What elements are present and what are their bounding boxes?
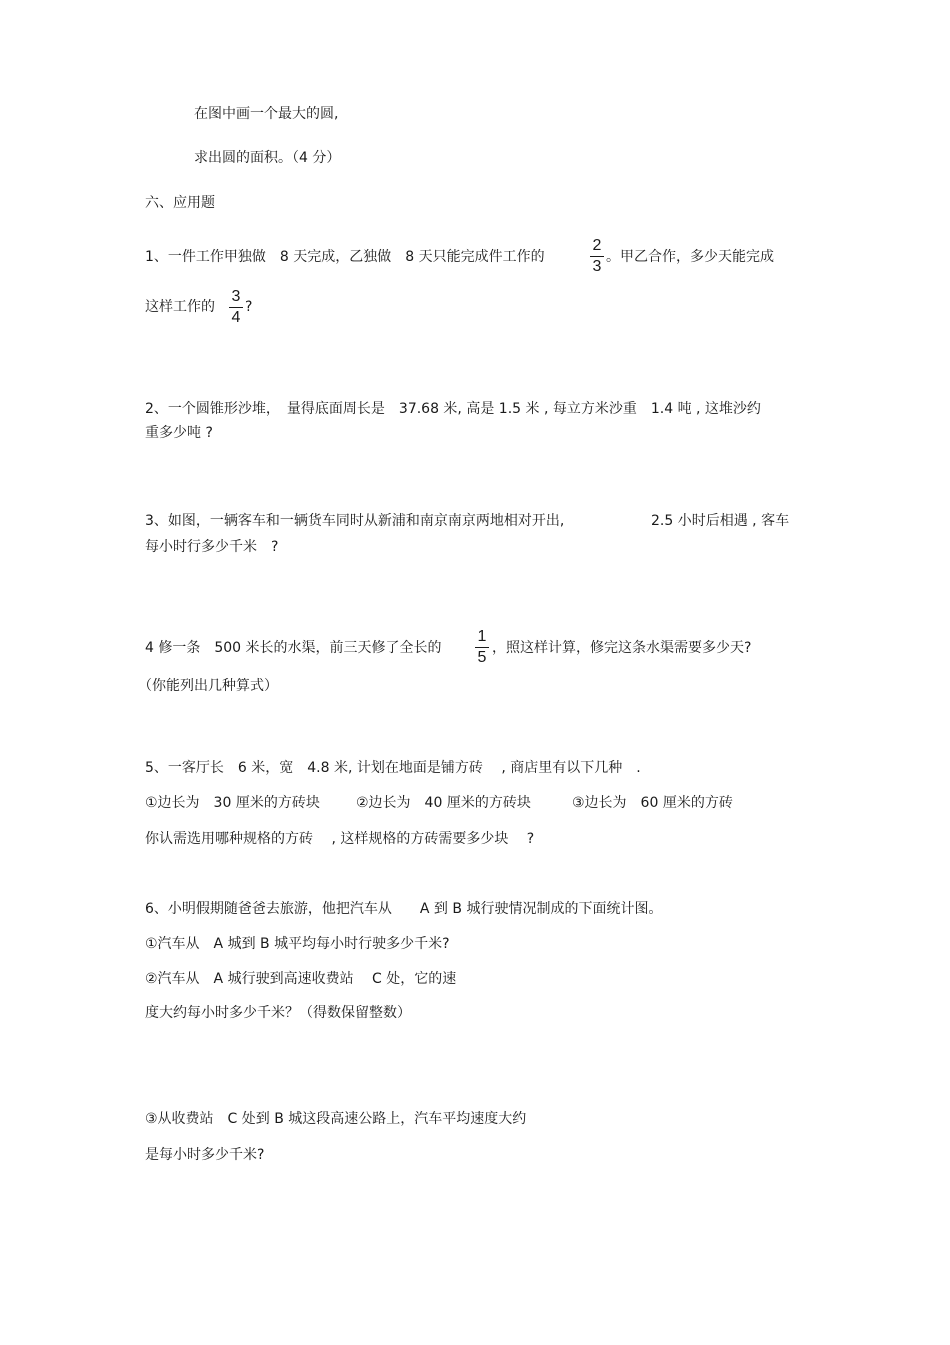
q4-line-2: （你能列出几种算式） — [138, 678, 278, 694]
q6-line-6: 是每小时多少千米? — [145, 1147, 265, 1163]
q3-line-2: 每小时行多少千米 ? — [145, 539, 279, 555]
fraction-numerator: 3 — [231, 288, 241, 305]
q6-line-3: ②汽车从 A 城行驶到高速收费站 C 处，它的速 — [145, 971, 457, 987]
fraction-bar — [590, 256, 604, 257]
q5-option-3: ③边长为 60 厘米的方砖 — [572, 795, 733, 811]
fraction-denominator: 5 — [477, 649, 487, 666]
q6-line-2: ①汽车从 A 城到 B 城平均每小时行驶多少千米? — [145, 936, 450, 952]
q5-line-3: 你认需选用哪种规格的方砖 , 这样规格的方砖需要多少块 ? — [145, 831, 535, 847]
q6-line-5: ③从收费站 C 处到 B 城这段高速公路上，汽车平均速度大约 — [145, 1111, 527, 1127]
section-title: 六、应用题 — [145, 195, 215, 211]
q1-fraction-2-3 — [589, 237, 605, 276]
q1-text-c: 这样工作的 — [145, 299, 215, 315]
q5-line-1: 5、一客厅长 6 米，宽 4.8 米, 计划在地面是铺方砖 , 商店里有以下几种 . — [145, 760, 641, 776]
q1-text-d: ? — [245, 299, 253, 315]
fraction-denominator: 3 — [592, 258, 602, 275]
q3-line-1a: 3、如图，一辆客车和一辆货车同时从新浦和南京南京两地相对开出, — [145, 513, 565, 529]
q2-line-2: 重多少吨 ? — [145, 425, 213, 441]
fraction-denominator: 4 — [231, 309, 241, 326]
q1-text-b: 。甲乙合作，多少天能完成 — [606, 249, 774, 265]
q4-text-a: 4 修一条 500 米长的水渠，前三天修了全长的 — [145, 640, 442, 656]
q5-option-2: ②边长为 40 厘米的方砖块 — [356, 795, 531, 811]
fraction-numerator: 1 — [477, 628, 487, 645]
q5-option-1: ①边长为 30 厘米的方砖块 — [145, 795, 320, 811]
intro-line-1: 在图中画一个最大的圆, — [194, 106, 339, 122]
q4-fraction-1-5 — [474, 628, 490, 667]
q6-line-4: 度大约每小时多少千米？（得数保留整数） — [145, 1005, 411, 1021]
fraction-bar — [229, 307, 243, 308]
q1-text-a: 1、一件工作甲独做 8 天完成，乙独做 8 天只能完成件工作的 — [145, 249, 545, 265]
q2-line-1: 2、一个圆锥形沙堆， 量得底面周长是 37.68 米, 高是 1.5 米 , 每立方米沙重 1.4 吨 , 这堆沙约 — [145, 401, 761, 417]
q1-fraction-3-4 — [228, 288, 244, 327]
q6-line-1: 6、小明假期随爸爸去旅游，他把汽车从 A 到 B 城行驶情况制成的下面统计图。 — [145, 901, 663, 917]
fraction-numerator: 2 — [592, 237, 602, 254]
fraction-bar — [475, 647, 489, 648]
q3-line-1b: 2.5 小时后相遇 , 客车 — [651, 513, 790, 529]
q4-text-b: ，照这样计算，修完这条水渠需要多少天? — [492, 640, 752, 656]
intro-line-2: 求出圆的面积。（4 分） — [194, 150, 341, 166]
